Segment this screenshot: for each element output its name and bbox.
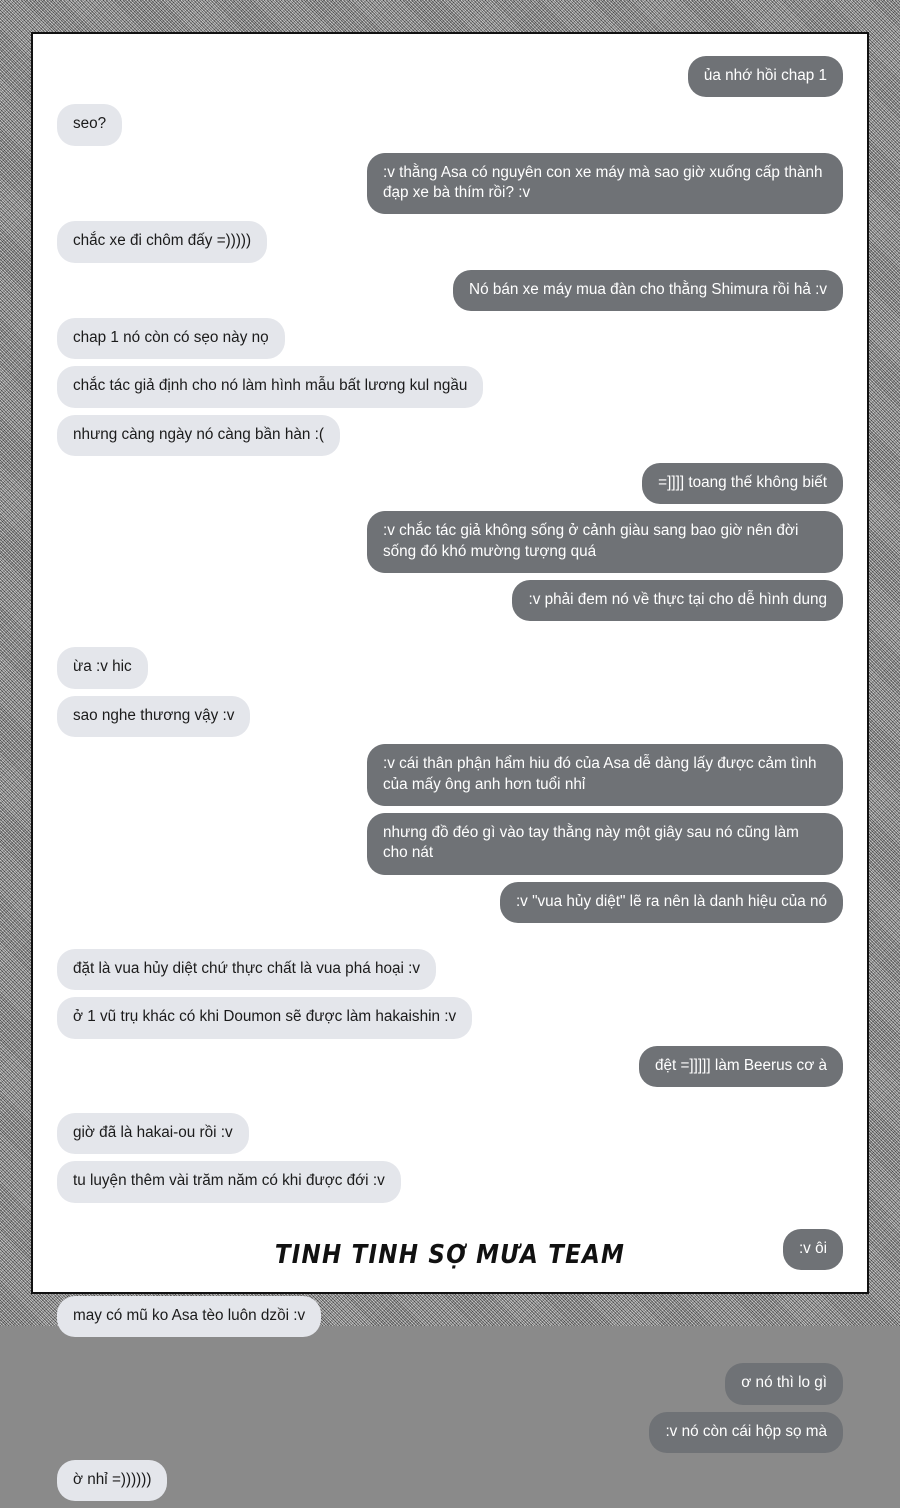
- chat-bubble-incoming[interactable]: nhưng càng ngày nó càng bần hàn :(: [57, 415, 340, 456]
- chat-bubble-incoming[interactable]: ở 1 vũ trụ khác có khi Doumon sẽ được làm hakaishin :v: [57, 997, 472, 1038]
- chat-row: [57, 270, 843, 311]
- chat-bubble-incoming[interactable]: seo?: [57, 104, 122, 145]
- chat-bubble-outgoing[interactable]: :v cái thân phận hẩm hiu đó của Asa dễ dàng lấy được cảm tình của mấy ông anh hơn tuổi nhỉ: [367, 744, 843, 806]
- chat-row: [57, 580, 843, 621]
- chat-row: [57, 744, 843, 806]
- chat-bubble-outgoing[interactable]: đệt =]]]]] làm Beerus cơ à: [639, 1046, 843, 1087]
- chat-row: [57, 813, 843, 875]
- chat-thread: [33, 34, 867, 1508]
- chat-row: [57, 511, 843, 573]
- chat-bubble-outgoing[interactable]: ủa nhớ hồi chap 1: [688, 56, 843, 97]
- chat-row: [57, 647, 843, 688]
- chat-row: [57, 104, 843, 145]
- chat-bubble-incoming[interactable]: chắc xe đi chôm đấy =))))): [57, 221, 267, 262]
- chat-row: [57, 882, 843, 923]
- chat-row: [57, 366, 843, 407]
- chat-bubble-incoming[interactable]: may có mũ ko Asa tèo luôn dzồi :v: [57, 1296, 321, 1337]
- chat-bubble-incoming[interactable]: giờ đã là hakai-ou rồi :v: [57, 1113, 249, 1154]
- chat-row: [57, 318, 843, 359]
- chat-bubble-incoming[interactable]: chắc tác giả định cho nó làm hình mẫu bất lương kul ngầu: [57, 366, 483, 407]
- chat-bubble-outgoing[interactable]: :v chắc tác giả không sống ở cảnh giàu sang bao giờ nên đời sống đó khó mường tượng quá: [367, 511, 843, 573]
- chat-bubble-outgoing[interactable]: :v thằng Asa có nguyên con xe máy mà sao giờ xuống cấp thành đạp xe bà thím rồi? :v: [367, 153, 843, 215]
- chat-bubble-outgoing[interactable]: ơ nó thì lo gì: [725, 1363, 843, 1404]
- chat-bubble-outgoing[interactable]: :v "vua hủy diệt" lẽ ra nên là danh hiệu của nó: [500, 882, 843, 923]
- chat-row: [57, 997, 843, 1038]
- chat-bubble-incoming[interactable]: ừa :v hic: [57, 647, 148, 688]
- chat-row: [57, 1363, 843, 1404]
- chat-bubble-incoming[interactable]: ờ nhỉ =)))))): [57, 1460, 167, 1501]
- chat-row: [57, 1161, 843, 1202]
- chat-row: [57, 56, 843, 97]
- chat-row: [57, 1046, 843, 1087]
- chat-row: [57, 415, 843, 456]
- chat-bubble-incoming[interactable]: chap 1 nó còn có sẹo này nọ: [57, 318, 285, 359]
- comic-page-sheet: [31, 32, 869, 1488]
- chat-row: [57, 1460, 843, 1501]
- chat-bubble-outgoing[interactable]: nhưng đồ đéo gì vào tay thằng này một giây sau nó cũng làm cho nát: [367, 813, 843, 875]
- chat-bubble-incoming[interactable]: đặt là vua hủy diệt chứ thực chất là vua phá hoại :v: [57, 949, 436, 990]
- chat-bubble-outgoing[interactable]: Nó bán xe máy mua đàn cho thằng Shimura rồi hả :v: [453, 270, 843, 311]
- chat-row: [57, 463, 843, 504]
- chat-row: [57, 949, 843, 990]
- chat-row: [57, 1412, 843, 1453]
- chat-bubble-incoming[interactable]: sao nghe thương vậy :v: [57, 696, 250, 737]
- chat-bubble-outgoing[interactable]: :v phải đem nó về thực tại cho dễ hình dung: [512, 580, 843, 621]
- chat-bubble-outgoing[interactable]: :v nó còn cái hộp sọ mà: [649, 1412, 843, 1453]
- chat-bubble-incoming[interactable]: tu luyện thêm vài trăm năm có khi được đới :v: [57, 1161, 401, 1202]
- chat-row: [57, 1296, 843, 1337]
- chat-bubble-outgoing[interactable]: :v ôi: [783, 1229, 843, 1270]
- scanlation-team-credit: TINH TINH SỢ MƯA TEAM: [274, 1240, 626, 1270]
- chat-row: [57, 153, 843, 215]
- chat-bubble-outgoing[interactable]: =]]]] toang thế không biết: [642, 463, 843, 504]
- chat-row: [57, 221, 843, 262]
- chat-row: [57, 696, 843, 737]
- chat-row: [57, 1113, 843, 1154]
